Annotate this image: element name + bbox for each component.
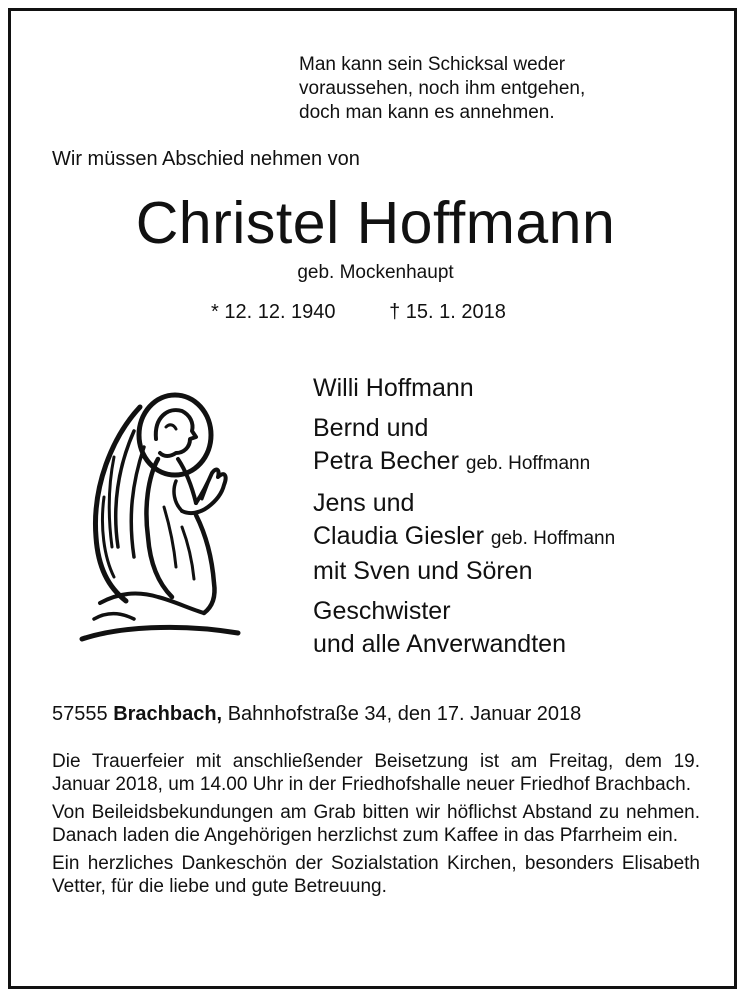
life-dates (211, 301, 506, 324)
mourner-group (313, 595, 615, 661)
mourner-name: Willi Hoffmann (313, 374, 474, 402)
thanks-note: Ein herzliches Dankeschön der Sozialstation Kirchen, besonders Elisabeth Vetter, für die liebe und gute Betreuung. (52, 853, 700, 897)
maiden-note: geb. Hoffmann (465, 453, 591, 474)
motto-line: voraussehen, noch ihm entgehen, (299, 78, 586, 99)
mourner-name: Geschwister (313, 597, 451, 625)
mourner-name: und alle Anverwandten (313, 630, 566, 658)
maiden-note: geb. Hoffmann (490, 528, 616, 549)
funeral-info: Die Trauerfeier mit anschließender Beisetzung ist am Freitag, dem 19. Januar 2018, um 14.00 Uhr in der Friedhofshalle neuer Friedhof Brachbach. (52, 751, 700, 795)
condolence-note: Von Beileidsbekundungen am Grab bitten wir höflichst Abstand zu nehmen. Danach laden die Angehörigen herzlichst zum Kaffee in das Pfarrheim ein. (52, 802, 700, 846)
mourner-name: mit Sven und Sören (313, 557, 533, 585)
address-line (52, 703, 581, 726)
intro-text: Wir müssen Abschied nehmen von (52, 148, 360, 170)
deceased-name: Christel Hoffmann (135, 190, 616, 256)
mourners-list (313, 372, 615, 668)
mourner-name: Petra Becher (313, 447, 459, 475)
mourner-name: Claudia Giesler (313, 522, 484, 550)
death-date: † 15. 1. 2018 (389, 301, 506, 323)
motto-line: doch man kann es annehmen. (299, 102, 555, 123)
postal-code: 57555 (52, 703, 108, 725)
praying-angel-icon (78, 387, 243, 643)
motto (299, 53, 585, 125)
street-and-date: Bahnhofstraße 34, den 17. Januar 2018 (227, 703, 582, 725)
birth-date: * 12. 12. 1940 (211, 301, 336, 323)
mourner-line (313, 520, 615, 555)
mourner-name: Bernd und (313, 414, 429, 442)
maiden-name: geb. Mockenhaupt (297, 262, 454, 283)
town-name: Brachbach, (113, 703, 223, 725)
motto-line: Man kann sein Schicksal weder (299, 54, 566, 75)
mourner-group (313, 372, 615, 405)
notes (52, 750, 700, 903)
mourner-group (313, 412, 615, 480)
mourner-line (313, 445, 615, 480)
mourner-name: Jens und (313, 489, 415, 517)
mourner-group (313, 487, 615, 588)
